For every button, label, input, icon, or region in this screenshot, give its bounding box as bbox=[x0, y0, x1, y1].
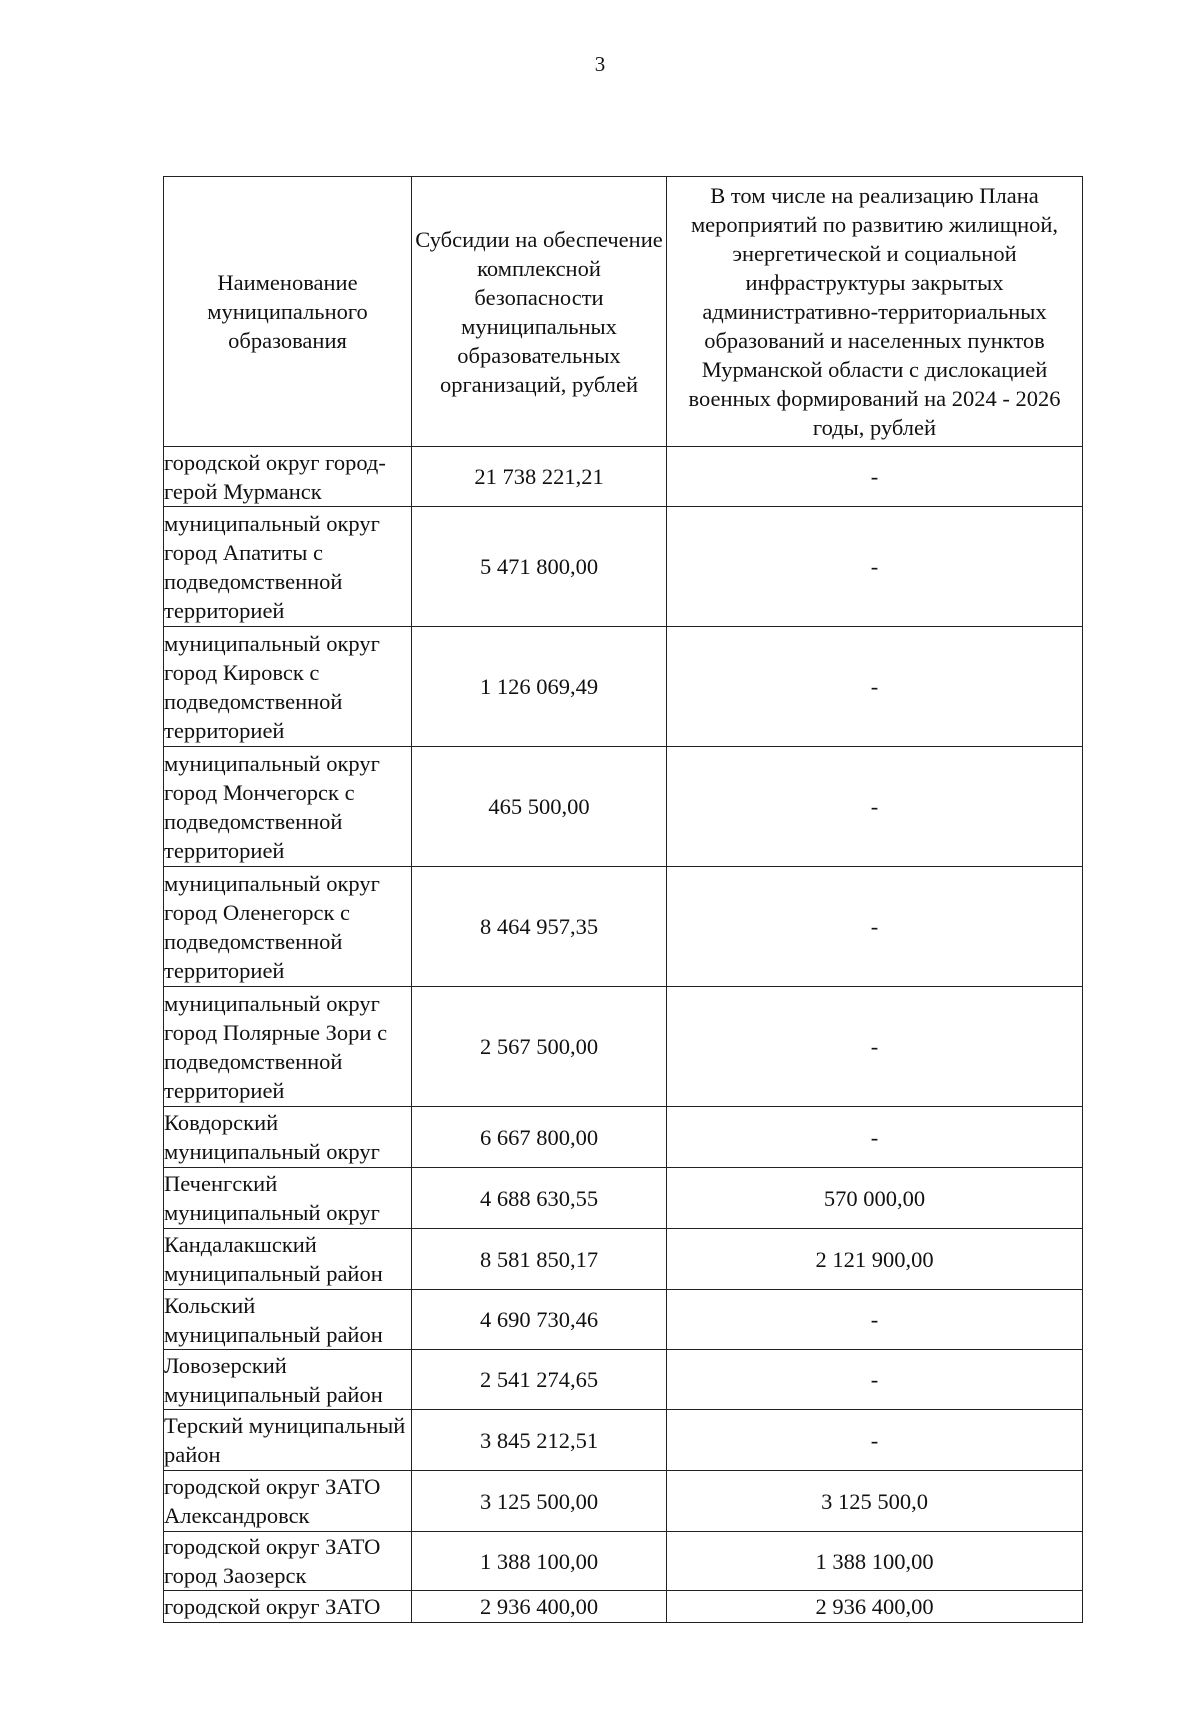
municipality-cell: городской округ город-герой Мурманск bbox=[164, 447, 412, 507]
subsidy-amount-cell: 8 464 957,35 bbox=[412, 867, 667, 987]
municipality-cell: муниципальный округ город Оленегорск с подведомственной территорией bbox=[164, 867, 412, 987]
plan-amount-cell: - bbox=[667, 1350, 1083, 1410]
plan-amount-cell: - bbox=[667, 627, 1083, 747]
municipality-cell: городской округ ЗАТО город Заозерск bbox=[164, 1532, 412, 1591]
municipality-cell: муниципальный округ город Мончегорск с подведомственной территорией bbox=[164, 747, 412, 867]
plan-amount-cell: - bbox=[667, 1107, 1083, 1168]
table-header-row bbox=[164, 177, 1083, 447]
municipality-cell: Терский муниципальный район bbox=[164, 1410, 412, 1471]
subsidy-amount-cell: 8 581 850,17 bbox=[412, 1229, 667, 1290]
plan-amount-cell: - bbox=[667, 987, 1083, 1107]
plan-amount-cell: 3 125 500,0 bbox=[667, 1471, 1083, 1532]
municipality-cell: Печенгский муниципальный округ bbox=[164, 1168, 412, 1229]
plan-amount-cell: - bbox=[667, 507, 1083, 627]
table-row bbox=[164, 507, 1083, 627]
table-row bbox=[164, 1168, 1083, 1229]
subsidy-amount-cell: 3 125 500,00 bbox=[412, 1471, 667, 1532]
municipality-cell: муниципальный округ город Полярные Зори с подведомственной территорией bbox=[164, 987, 412, 1107]
subsidy-amount-cell: 4 688 630,55 bbox=[412, 1168, 667, 1229]
subsidy-amount-cell: 1 388 100,00 bbox=[412, 1532, 667, 1591]
table-row bbox=[164, 627, 1083, 747]
plan-amount-cell: 2 936 400,00 bbox=[667, 1591, 1083, 1623]
subsidy-amount-cell: 21 738 221,21 bbox=[412, 447, 667, 507]
subsidy-amount-cell: 6 667 800,00 bbox=[412, 1107, 667, 1168]
municipality-cell: городской округ ЗАТО bbox=[164, 1591, 412, 1623]
plan-amount-cell: - bbox=[667, 1290, 1083, 1350]
municipality-cell: муниципальный округ город Кировск с подведомственной территорией bbox=[164, 627, 412, 747]
subsidy-amount-cell: 2 936 400,00 bbox=[412, 1591, 667, 1623]
plan-amount-cell: - bbox=[667, 1410, 1083, 1471]
plan-amount-cell: - bbox=[667, 747, 1083, 867]
municipality-cell: Ловозерский муниципальный район bbox=[164, 1350, 412, 1410]
subsidy-amount-cell: 1 126 069,49 bbox=[412, 627, 667, 747]
subsidy-amount-cell: 5 471 800,00 bbox=[412, 507, 667, 627]
header-subsidy: Субсидии на обеспечение комплексной безопасности муниципальных образовательных организаций, рублей bbox=[412, 177, 667, 447]
subsidy-table bbox=[163, 176, 1083, 1623]
header-plan: В том числе на реализацию Плана мероприятий по развитию жилищной, энергетической и социальной инфраструктуры закрытых административно-территориальных образований и населенных пунктов Мурманской области с дислокацией военных формирований на 2024 - 2026 годы, рублей bbox=[667, 177, 1083, 447]
plan-amount-cell: - bbox=[667, 447, 1083, 507]
table-row bbox=[164, 1350, 1083, 1410]
header-municipality: Наименование муниципального образования bbox=[164, 177, 412, 447]
table-row bbox=[164, 1471, 1083, 1532]
table-row bbox=[164, 1532, 1083, 1591]
municipality-cell: Кольский муниципальный район bbox=[164, 1290, 412, 1350]
subsidy-amount-cell: 465 500,00 bbox=[412, 747, 667, 867]
municipality-cell: городской округ ЗАТО Александровск bbox=[164, 1471, 412, 1532]
municipality-cell: Кандалакшский муниципальный район bbox=[164, 1229, 412, 1290]
table-row bbox=[164, 747, 1083, 867]
plan-amount-cell: 1 388 100,00 bbox=[667, 1532, 1083, 1591]
table-row bbox=[164, 987, 1083, 1107]
page-number: 3 bbox=[594, 52, 606, 76]
subsidy-amount-cell: 3 845 212,51 bbox=[412, 1410, 667, 1471]
table-body bbox=[164, 447, 1083, 1623]
table-row bbox=[164, 1410, 1083, 1471]
table-row bbox=[164, 867, 1083, 987]
table-row bbox=[164, 1591, 1083, 1623]
table-row bbox=[164, 1229, 1083, 1290]
table-row bbox=[164, 1290, 1083, 1350]
subsidy-amount-cell: 4 690 730,46 bbox=[412, 1290, 667, 1350]
table-row bbox=[164, 1107, 1083, 1168]
municipality-cell: Ковдорский муниципальный округ bbox=[164, 1107, 412, 1168]
plan-amount-cell: 2 121 900,00 bbox=[667, 1229, 1083, 1290]
subsidy-amount-cell: 2 567 500,00 bbox=[412, 987, 667, 1107]
table-row bbox=[164, 447, 1083, 507]
municipality-cell: муниципальный округ город Апатиты с подведомственной территорией bbox=[164, 507, 412, 627]
subsidy-amount-cell: 2 541 274,65 bbox=[412, 1350, 667, 1410]
plan-amount-cell: 570 000,00 bbox=[667, 1168, 1083, 1229]
plan-amount-cell: - bbox=[667, 867, 1083, 987]
